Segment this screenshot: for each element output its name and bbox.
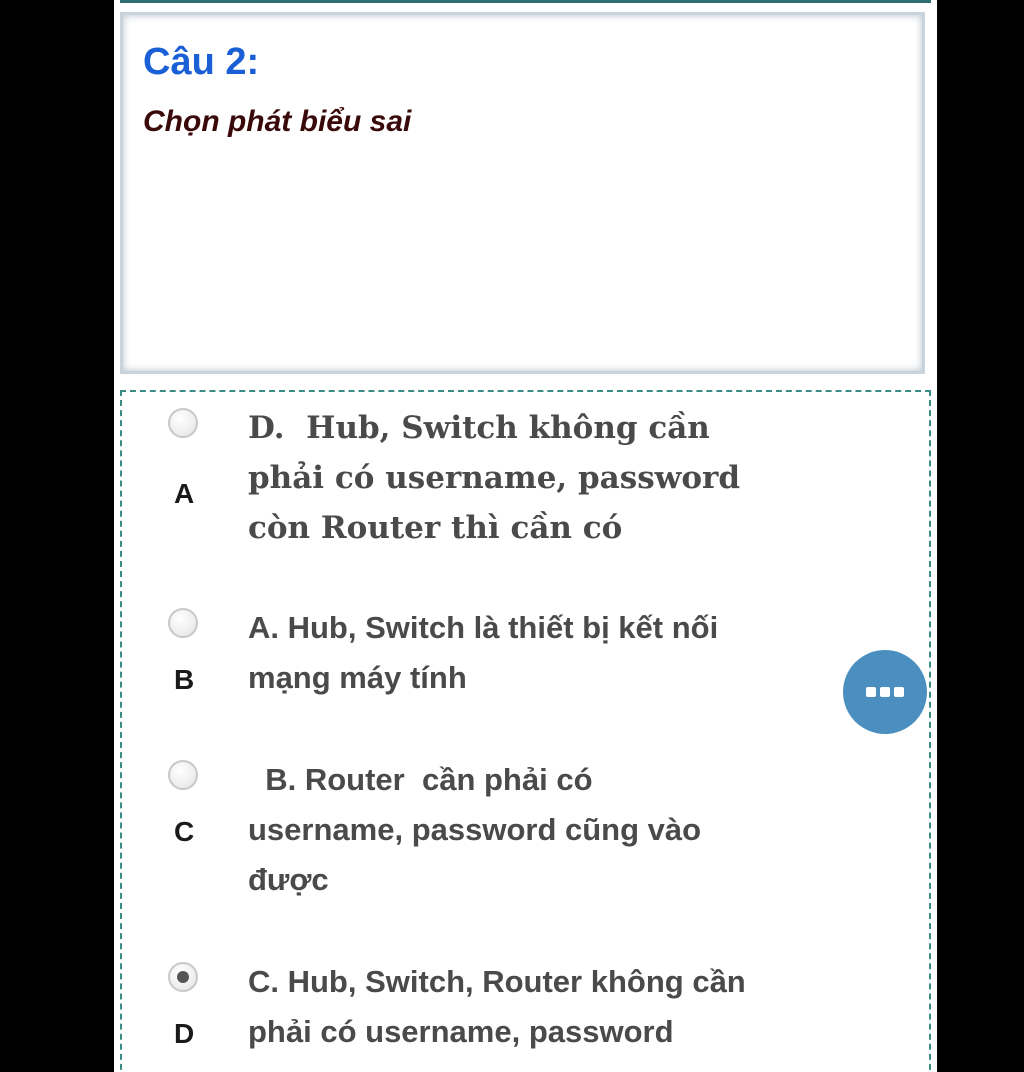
quiz-page: [114, 0, 937, 1072]
question-number: Câu 2:: [143, 41, 260, 83]
radio-button-c[interactable]: [168, 760, 198, 790]
more-options-button[interactable]: [843, 650, 927, 734]
question-prompt: Chọn phát biểu sai: [143, 105, 412, 138]
option-text-a: D. Hub, Switch không cần phải có username, password còn Router thì cần có: [248, 410, 751, 546]
option-text-b: A. Hub, Switch là thiết bị kết nối mạng máy tính: [248, 610, 727, 695]
answer-options: [120, 390, 931, 1072]
more-dot: [880, 687, 890, 697]
top-divider: [120, 0, 931, 3]
radio-button-b[interactable]: [168, 608, 198, 638]
radio-button-d[interactable]: [168, 962, 198, 992]
more-dot: [894, 687, 904, 697]
option-letter-c: C: [174, 816, 195, 847]
option-letter-a: A: [174, 478, 195, 509]
radio-button-a[interactable]: [168, 408, 198, 438]
option-letter-d: D: [174, 1018, 195, 1049]
more-horizontal-icon: [866, 687, 876, 697]
question-panel: [120, 12, 925, 374]
option-text-c: B. Router cần phải có username, password cũng vào được: [248, 762, 710, 897]
option-letter-b: B: [174, 664, 195, 695]
option-text-d: C. Hub, Switch, Router không cần phải có username, password: [248, 964, 755, 1049]
